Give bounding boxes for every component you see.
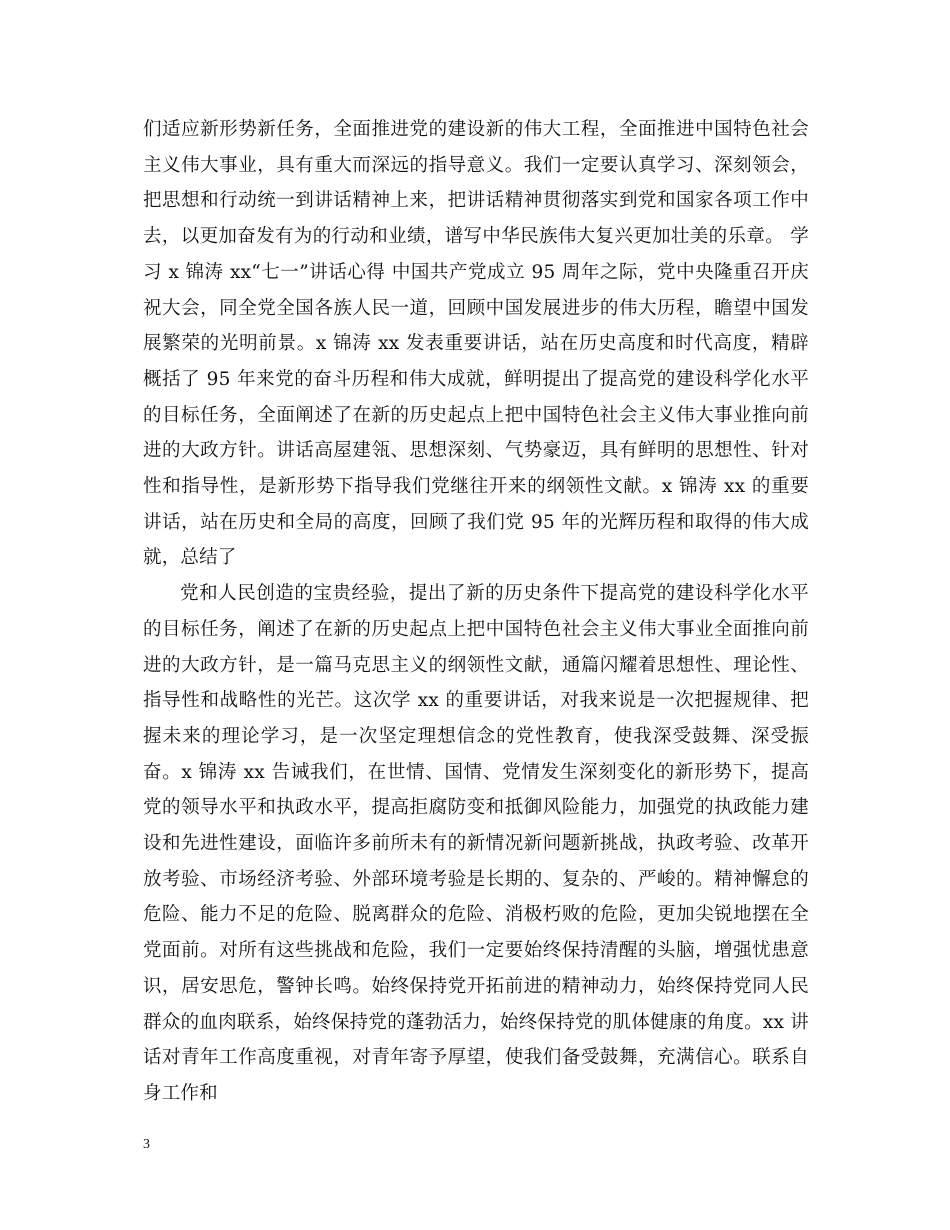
paragraph-1: 们适应新形势新任务，全面推进党的建设新的伟大工程，全面推进中国特色社会主义伟大事业，具有重大而深远的指导意义。我们一定要认真学习、深刻领会，把思想和行动统一到讲话精神上来，把讲话精神贯彻落实到党和国家各项工作中去，以更加奋发有为的行动和业绩，谱写中华民族伟大复兴更加壮美的乐章。 学习 x 锦涛 xx“七一”讲话心得 中国共产党成立 95 周年之际，党中央隆重召开庆祝大会，同全党全国各族人民一道，回顾中国发展进步的伟大历程，瞻望中国发展繁荣的光明前景。x 锦涛 xx 发表重要讲话，站在历史高度和时代高度，精辟概括了 95 年来党的奋斗历程和伟大成就，鲜明提出了提高党的建设科学化水平的目标任务，全面阐述了在新的历史起点上把中国特色社会主义伟大事业推向前进的大政方针。讲话高屋建瓴、思想深刻、气势豪迈，具有鲜明的思想性、针对性和指导性，是新形势下指导我们党继往开来的纲领性文献。x 锦涛 xx 的重要讲话，站在历史和全局的高度，回顾了我们党 95 年的光辉历程和取得的伟大成就，总结了: [143, 119, 809, 569]
body-text: [143, 112, 809, 1112]
page-number: 3: [143, 1137, 150, 1152]
paragraph-2: 党和人民创造的宝贵经验，提出了新的历史条件下提高党的建设科学化水平的目标任务，阐述了在新的历史起点上把中国特色社会主义伟大事业全面推向前进的大政方针，是一篇马克思主义的纲领性文献，通篇闪耀着思想性、理论性、指导性和战略性的光芒。这次学 xx 的重要讲话，对我来说是一次把握规律、把握未来的理论学习，是一次坚定理想信念的党性教育，使我深受鼓舞、深受振奋。x 锦涛 xx 告诫我们，在世情、国情、党情发生深刻变化的新形势下，提高党的领导水平和执政水平，提高拒腐防变和抵御风险能力，加强党的执政能力建设和先进性建设，面临许多前所未有的新情况新问题新挑战，执政考验、改革开放考验、市场经济考验、外部环境考验是长期的、复杂的、严峻的。精神懈怠的危险、能力不足的危险、脱离群众的危险、消极朽败的危险，更加尖锐地摆在全党面前。对所有这些挑战和危险，我们一定要始终保持清醒的头脑，增强忧患意识，居安思危，警钟长鸣。始终保持党开拓前进的精神动力，始终保持党同人民群众的血肉联系，始终保持党的蓬勃活力，始终保持党的肌体健康的角度。xx 讲话对青年工作高度重视，对青年寄予厚望，使我们备受鼓舞，充满信心。联系自身工作和: [143, 583, 809, 1104]
